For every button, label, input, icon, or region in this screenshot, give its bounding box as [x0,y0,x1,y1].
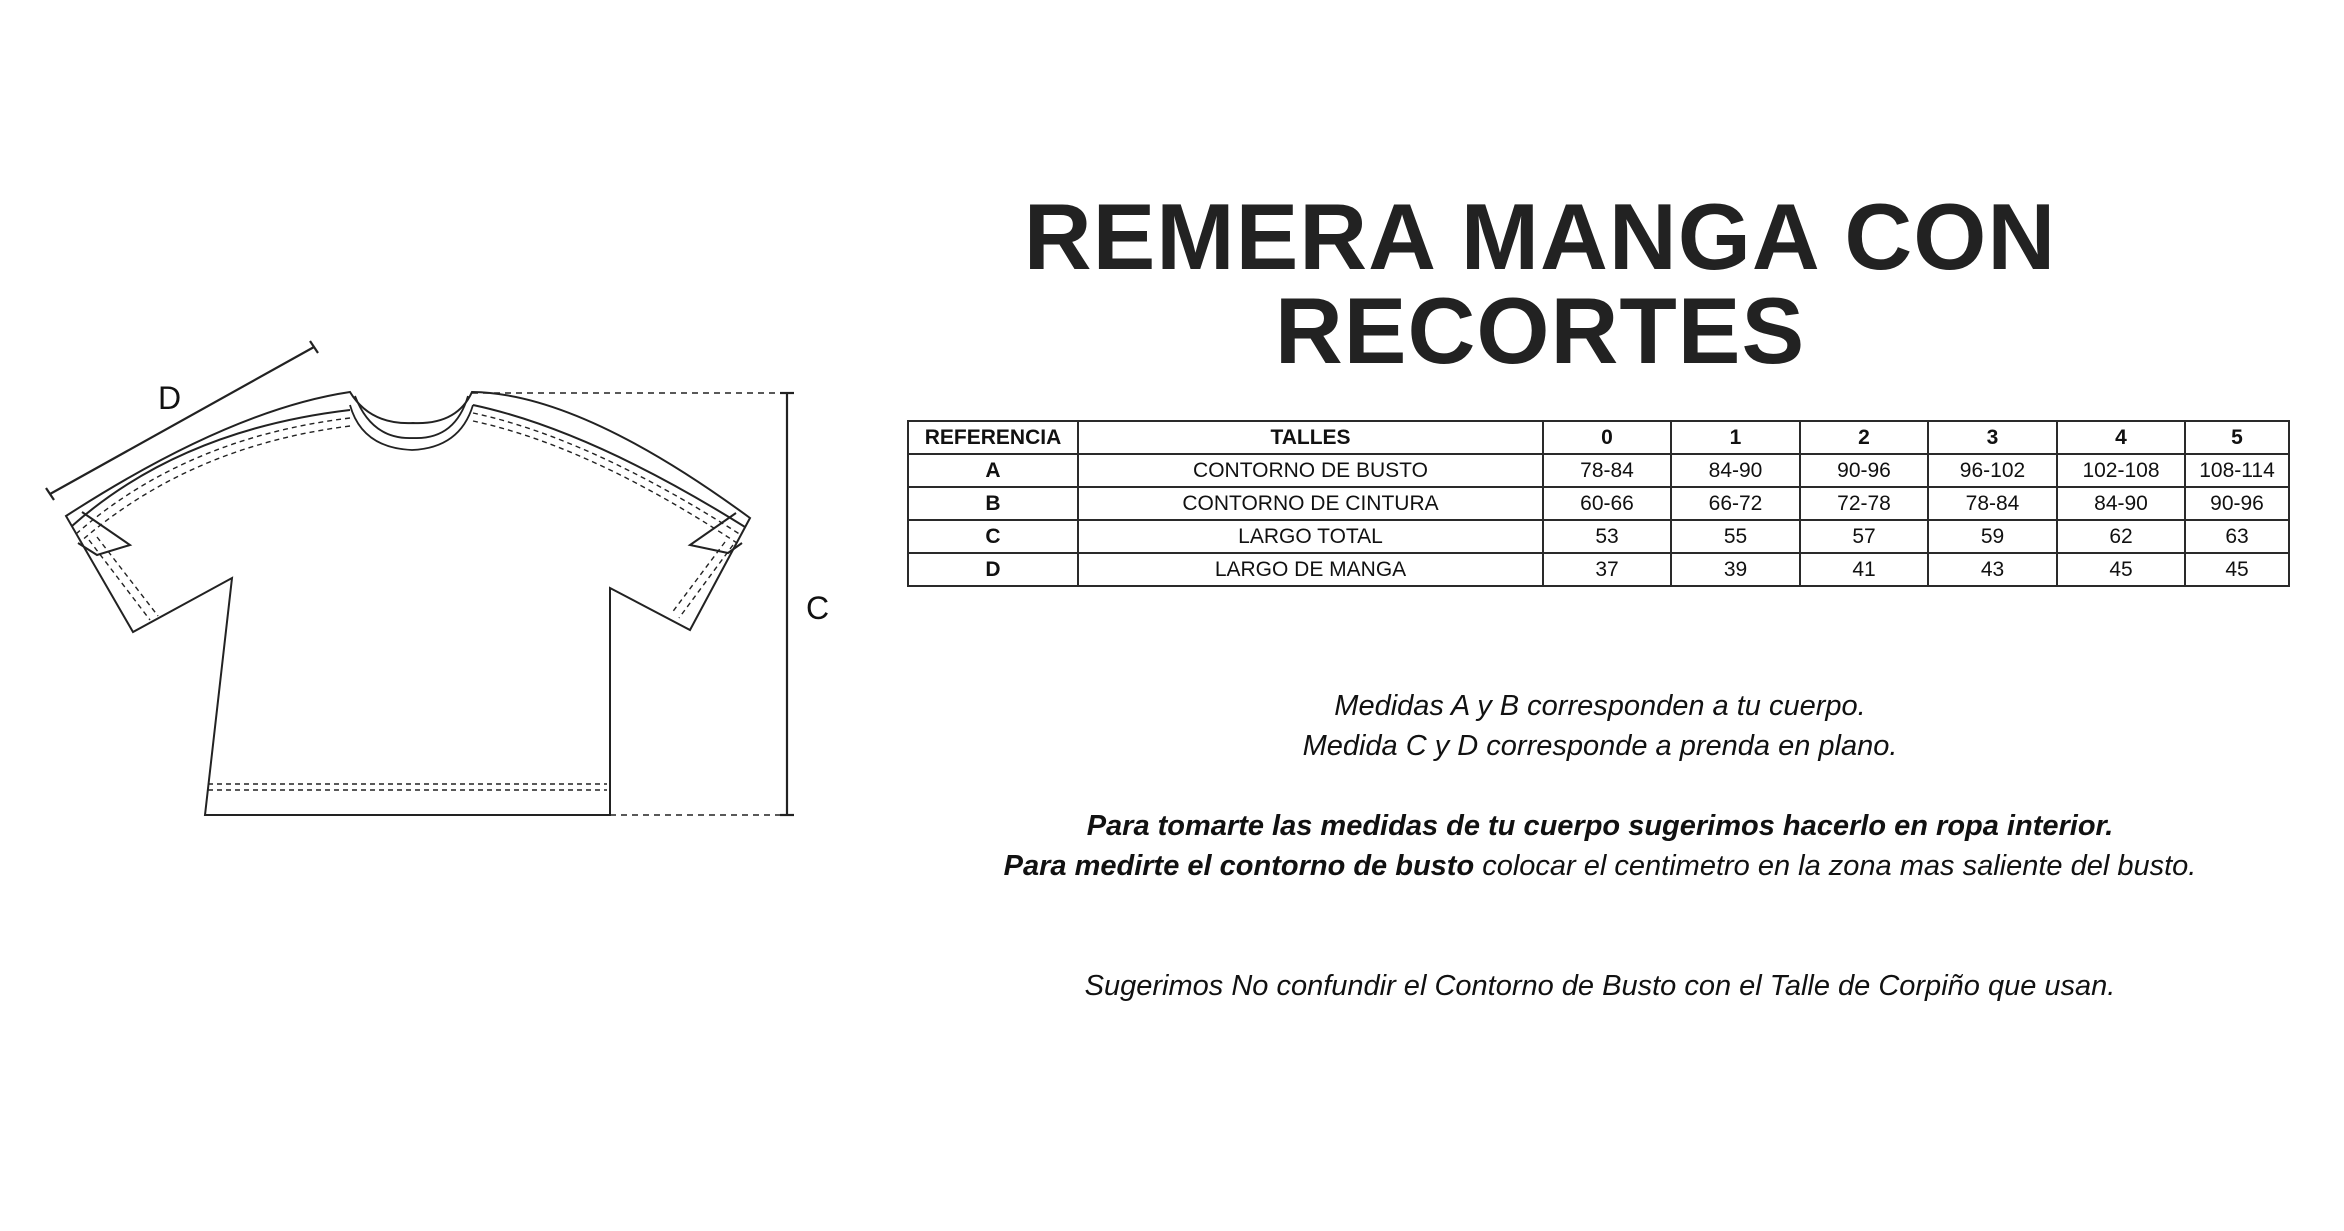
value-cell: 39 [1671,553,1800,586]
raglan-seam-right [473,405,745,527]
note-line-bold: Para tomarte las medidas de tu cuerpo sugerimos hacerlo en ropa interior. [1086,810,2114,842]
ref-cell: D [908,553,1078,586]
note-regular-part: colocar el centimetro en la zona mas saliente del busto. [1474,850,2197,882]
value-cell: 57 [1800,520,1928,553]
garment-outline [66,392,750,815]
garment-diagram [0,0,840,840]
header-cell: 3 [1928,421,2057,454]
note-line: Sugerimos No confundir el Contorno de Busto con el Talle de Corpiño que usan. [1084,970,2116,1002]
value-cell: 45 [2057,553,2185,586]
header-cell: 1 [1671,421,1800,454]
page-title: REMERA MANGA CON RECORTES [1023,184,2057,383]
measure-label-d: D [158,380,182,416]
header-cell: REFERENCIA [908,421,1078,454]
value-cell: 78-84 [1928,487,2057,520]
note-line: Medidas A y B corresponden a tu cuerpo. [1334,690,1866,722]
value-cell: 78-84 [1543,454,1671,487]
measure-label-c: C [806,590,830,626]
value-cell: 41 [1800,553,1928,586]
note-bold-part: Para medirte el contorno de busto [1003,850,1475,882]
value-cell: 102-108 [2057,454,2185,487]
ref-cell: C [908,520,1078,553]
value-cell: 72-78 [1800,487,1928,520]
ref-cell: A [908,454,1078,487]
header-cell: 4 [2057,421,2185,454]
value-cell: 53 [1543,520,1671,553]
size-table [907,420,2290,587]
value-cell: 66-72 [1671,487,1800,520]
value-cell: 45 [2185,553,2289,586]
value-cell: 37 [1543,553,1671,586]
measurement-notes [950,686,2250,1006]
measure-name-cell: CONTORNO DE BUSTO [1078,454,1543,487]
measure-name-cell: LARGO TOTAL [1078,520,1543,553]
value-cell: 62 [2057,520,2185,553]
note-line-mixed [950,846,2250,886]
note-line: Medida C y D corresponde a prenda en plano. [1302,730,1898,762]
raglan-seam-left [72,410,350,526]
value-cell: 108-114 [2185,454,2289,487]
measure-line-d [50,347,314,494]
neck-trim [355,396,468,438]
value-cell: 90-96 [1800,454,1928,487]
measure-name-cell: CONTORNO DE CINTURA [1078,487,1543,520]
header-cell: TALLES [1078,421,1543,454]
value-cell: 84-90 [2057,487,2185,520]
value-cell: 84-90 [1671,454,1800,487]
value-cell: 96-102 [1928,454,2057,487]
table-row [908,487,2289,520]
value-cell: 55 [1671,520,1800,553]
table-row [908,553,2289,586]
header-cell: 2 [1800,421,1928,454]
table-header-row [908,421,2289,454]
table-row [908,520,2289,553]
ref-cell: B [908,487,1078,520]
value-cell: 43 [1928,553,2057,586]
value-cell: 59 [1928,520,2057,553]
measure-name-cell: LARGO DE MANGA [1078,553,1543,586]
value-cell: 63 [2185,520,2289,553]
header-cell: 5 [2185,421,2289,454]
header-cell: 0 [1543,421,1671,454]
value-cell: 60-66 [1543,487,1671,520]
table-row [908,454,2289,487]
value-cell: 90-96 [2185,487,2289,520]
